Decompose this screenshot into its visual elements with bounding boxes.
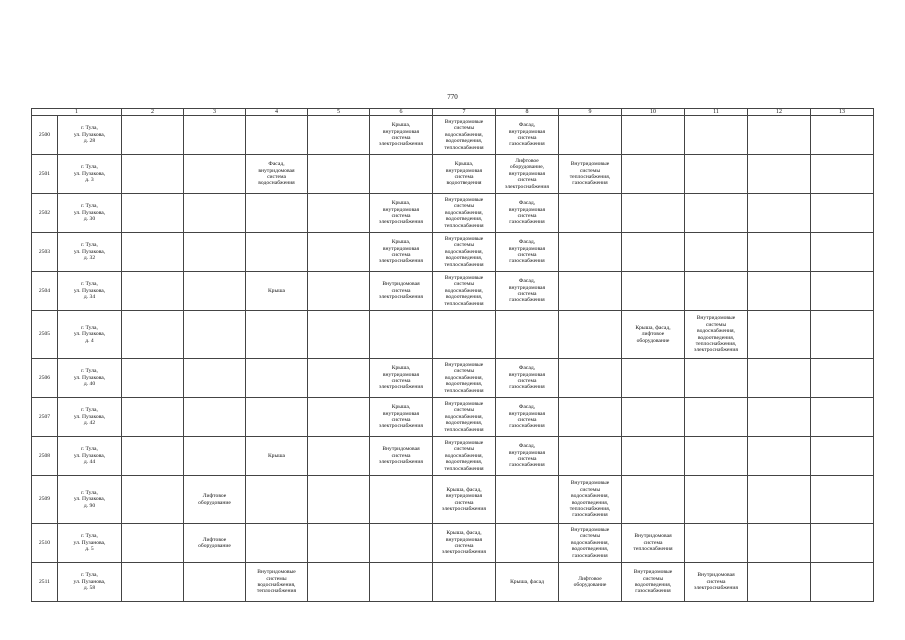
work-cell — [748, 233, 811, 272]
work-cell — [308, 437, 370, 476]
work-cell — [559, 116, 622, 155]
address-cell: г. Тула, ул. Пузакова, д. 4 — [58, 311, 122, 359]
work-cell — [559, 437, 622, 476]
work-cell — [184, 155, 246, 194]
work-cell — [308, 272, 370, 311]
header-cell: 5 — [308, 109, 370, 116]
table-row — [32, 311, 874, 359]
work-cell: Фасад, внутридомовая система газоснабжения — [496, 359, 559, 398]
work-cell: Лифтовое оборудование — [184, 524, 246, 563]
work-cell — [184, 194, 246, 233]
work-cell: Фасад, внутридомовая система газоснабжения — [496, 233, 559, 272]
work-cell — [496, 311, 559, 359]
work-cell — [622, 272, 685, 311]
work-cell — [559, 194, 622, 233]
work-cell — [811, 233, 874, 272]
work-cell — [246, 398, 308, 437]
work-cell: Крыша, внутридомовая система электроснабжения — [370, 233, 433, 272]
work-cell — [370, 524, 433, 563]
work-cell: Фасад, внутридомовая система газоснабжения — [496, 272, 559, 311]
repair-schedule-table — [31, 108, 874, 602]
work-cell — [811, 437, 874, 476]
table-row — [32, 476, 874, 524]
work-cell — [246, 524, 308, 563]
work-cell — [559, 233, 622, 272]
header-cell: 6 — [370, 109, 433, 116]
work-cell — [184, 116, 246, 155]
row-number-cell: 2508 — [32, 437, 58, 476]
row-number-cell: 2502 — [32, 194, 58, 233]
work-cell — [184, 398, 246, 437]
work-cell: Внутридомовые системы водоотведения, газоснабжения — [622, 563, 685, 602]
table-row — [32, 233, 874, 272]
address-cell: г. Тула, ул. Пузакова, д. 40 — [58, 359, 122, 398]
work-cell: Лифтовое оборудование — [559, 563, 622, 602]
header-cell: 13 — [811, 109, 874, 116]
table-row — [32, 359, 874, 398]
work-cell — [122, 155, 184, 194]
work-cell — [811, 311, 874, 359]
work-cell — [308, 476, 370, 524]
address-cell: г. Тула, ул. Пузанова, д. 58 — [58, 563, 122, 602]
work-cell — [308, 563, 370, 602]
work-cell: Внутридомовые системы водоснабжения, водоотведения, теплоснабжения, электроснабжения — [685, 311, 748, 359]
header-cell: 7 — [433, 109, 496, 116]
work-cell: Крыша, внутридомовая система электроснабжения — [370, 398, 433, 437]
work-cell: Лифтовое оборудование — [184, 476, 246, 524]
work-cell: Фасад, внутридомовая система газоснабжения — [496, 398, 559, 437]
work-cell: Крыша, фасад, внутридомовая система электроснабжения — [433, 524, 496, 563]
work-cell: Крыша, фасад, лифтовое оборудование — [622, 311, 685, 359]
work-cell: Крыша, внутридомовая система электроснабжения — [370, 116, 433, 155]
work-cell: Внутридомовая система электроснабжения — [685, 563, 748, 602]
row-number-cell: 2507 — [32, 398, 58, 437]
address-cell: г. Тула, ул. Пузакова, д. 28 — [58, 116, 122, 155]
work-cell — [811, 476, 874, 524]
work-cell: Внутридомовые системы водоснабжения, водоотведения, теплоснабжения — [433, 194, 496, 233]
row-number-cell: 2509 — [32, 476, 58, 524]
header-cell: 12 — [748, 109, 811, 116]
work-cell — [184, 563, 246, 602]
work-cell — [685, 116, 748, 155]
address-cell: г. Тула, ул. Пузакова, д. 30 — [58, 194, 122, 233]
work-cell: Внутридомовые системы водоснабжения, водоотведения, теплоснабжения — [433, 272, 496, 311]
row-number-cell: 2504 — [32, 272, 58, 311]
row-number-cell: 2505 — [32, 311, 58, 359]
work-cell — [496, 524, 559, 563]
work-cell: Внутридомовые системы водоснабжения, водоотведения, теплоснабжения — [433, 437, 496, 476]
work-cell: Внутридомовая система электроснабжения — [370, 272, 433, 311]
work-cell — [246, 194, 308, 233]
work-cell — [308, 155, 370, 194]
header-cell: 8 — [496, 109, 559, 116]
work-cell — [622, 233, 685, 272]
work-cell: Крыша, фасад — [496, 563, 559, 602]
work-cell — [184, 311, 246, 359]
work-cell: Внутридомовые системы водоснабжения, водоотведения, теплоснабжения — [433, 233, 496, 272]
row-number-cell: 2506 — [32, 359, 58, 398]
work-cell: Внутридомовые системы водоснабжения, водоотведения, теплоснабжения, газоснабжения — [559, 476, 622, 524]
work-cell — [308, 194, 370, 233]
table-row — [32, 116, 874, 155]
header-cell: 2 — [122, 109, 184, 116]
work-cell — [811, 524, 874, 563]
work-cell — [496, 476, 559, 524]
work-cell — [811, 155, 874, 194]
address-cell: г. Тула, ул. Пузанова, д. 5 — [58, 524, 122, 563]
work-cell — [622, 194, 685, 233]
work-cell — [685, 194, 748, 233]
work-cell — [308, 359, 370, 398]
work-cell: Фасад, внутридомовая система газоснабжения — [496, 194, 559, 233]
header-cell: 4 — [246, 109, 308, 116]
work-cell — [308, 398, 370, 437]
work-cell — [122, 311, 184, 359]
work-cell — [433, 311, 496, 359]
work-cell: Внутридомовые системы водоснабжения, водоотведения, теплоснабжения — [433, 398, 496, 437]
work-cell — [622, 398, 685, 437]
header-cell: 1 — [32, 109, 122, 116]
work-cell — [122, 476, 184, 524]
address-cell: г. Тула, ул. Пузакова, д. 32 — [58, 233, 122, 272]
work-cell — [122, 563, 184, 602]
work-cell — [184, 233, 246, 272]
work-cell — [559, 359, 622, 398]
work-cell — [622, 359, 685, 398]
header-cell: 3 — [184, 109, 246, 116]
work-cell: Крыша, фасад, внутридомовая система электроснабжения — [433, 476, 496, 524]
work-cell — [246, 233, 308, 272]
work-cell — [122, 194, 184, 233]
address-cell: г. Тула, ул. Пузакова, д. 34 — [58, 272, 122, 311]
table-row — [32, 398, 874, 437]
work-cell: Крыша — [246, 437, 308, 476]
work-cell — [685, 476, 748, 524]
work-cell — [622, 476, 685, 524]
work-cell — [246, 359, 308, 398]
work-cell — [308, 524, 370, 563]
work-cell — [246, 476, 308, 524]
work-cell — [748, 194, 811, 233]
work-cell — [748, 116, 811, 155]
work-cell — [559, 272, 622, 311]
work-cell: Внутридомовые системы водоснабжения, водоотведения, газоснабжения — [559, 524, 622, 563]
work-cell: Фасад, внутридомовая система газоснабжения — [496, 116, 559, 155]
table-row — [32, 155, 874, 194]
work-cell — [685, 437, 748, 476]
work-cell: Лифтовое оборудование, внутридомовая система электроснабжения — [496, 155, 559, 194]
work-cell — [433, 563, 496, 602]
work-cell — [184, 437, 246, 476]
work-cell: Крыша, внутридомовая система электроснабжения — [370, 359, 433, 398]
work-cell — [308, 311, 370, 359]
work-cell — [622, 116, 685, 155]
work-cell: Крыша, внутридомовая система водоотведения — [433, 155, 496, 194]
address-cell: г. Тула, ул. Пузакова, д. 44 — [58, 437, 122, 476]
work-cell: Внутридомовые системы теплоснабжения, газоснабжения — [559, 155, 622, 194]
work-cell — [622, 155, 685, 194]
address-cell: г. Тула, ул. Пузакова, д. 90 — [58, 476, 122, 524]
row-number-cell: 2510 — [32, 524, 58, 563]
work-cell — [184, 272, 246, 311]
work-cell: Крыша, внутридомовая система электроснабжения — [370, 194, 433, 233]
work-cell: Крыша — [246, 272, 308, 311]
table-row — [32, 437, 874, 476]
work-cell — [811, 116, 874, 155]
work-cell — [748, 563, 811, 602]
work-cell — [811, 194, 874, 233]
work-cell — [811, 359, 874, 398]
row-number-cell: 2503 — [32, 233, 58, 272]
work-cell — [370, 476, 433, 524]
work-cell: Внутридомовые системы водоснабжения, водоотведения, теплоснабжения — [433, 359, 496, 398]
work-cell — [559, 398, 622, 437]
work-cell — [122, 398, 184, 437]
work-cell: Фасад, внутридомовая система газоснабжения — [496, 437, 559, 476]
work-cell — [748, 437, 811, 476]
work-cell — [122, 233, 184, 272]
work-cell — [122, 524, 184, 563]
work-cell — [308, 233, 370, 272]
work-cell — [811, 563, 874, 602]
table-row — [32, 272, 874, 311]
work-cell — [370, 563, 433, 602]
work-cell — [748, 155, 811, 194]
work-cell — [122, 272, 184, 311]
header-cell: 10 — [622, 109, 685, 116]
work-cell — [685, 524, 748, 563]
page-number: 770 — [447, 93, 458, 101]
work-cell — [811, 398, 874, 437]
work-cell — [370, 155, 433, 194]
work-cell: Внутридомовые системы водоснабжения, водоотведения, теплоснабжения — [433, 116, 496, 155]
work-cell — [748, 311, 811, 359]
work-cell — [184, 359, 246, 398]
work-cell — [748, 359, 811, 398]
work-cell — [685, 233, 748, 272]
row-number-cell: 2500 — [32, 116, 58, 155]
header-cell: 11 — [685, 109, 748, 116]
table-row — [32, 524, 874, 563]
header-cell: 9 — [559, 109, 622, 116]
work-cell — [811, 272, 874, 311]
table-row — [32, 194, 874, 233]
header-row — [32, 109, 874, 116]
work-cell — [622, 437, 685, 476]
work-cell — [559, 311, 622, 359]
work-cell: Внутридомовая система теплоснабжения — [622, 524, 685, 563]
work-cell — [246, 116, 308, 155]
row-number-cell: 2511 — [32, 563, 58, 602]
work-cell — [685, 359, 748, 398]
work-cell — [246, 311, 308, 359]
work-cell — [748, 398, 811, 437]
work-cell: Фасад, внутридомовая система водоснабжения — [246, 155, 308, 194]
work-cell: Внутридомовые системы водоснабжения, теплоснабжения — [246, 563, 308, 602]
work-cell — [685, 398, 748, 437]
work-cell — [122, 437, 184, 476]
work-cell — [685, 155, 748, 194]
address-cell: г. Тула, ул. Пузакова, д. 3 — [58, 155, 122, 194]
work-cell — [370, 311, 433, 359]
work-cell: Внутридомовая система электроснабжения — [370, 437, 433, 476]
work-cell — [122, 359, 184, 398]
table-row — [32, 563, 874, 602]
address-cell: г. Тула, ул. Пузакова, д. 42 — [58, 398, 122, 437]
work-cell — [748, 272, 811, 311]
work-cell — [122, 116, 184, 155]
work-cell — [308, 116, 370, 155]
row-number-cell: 2501 — [32, 155, 58, 194]
work-cell — [685, 272, 748, 311]
work-cell — [748, 476, 811, 524]
work-cell — [748, 524, 811, 563]
